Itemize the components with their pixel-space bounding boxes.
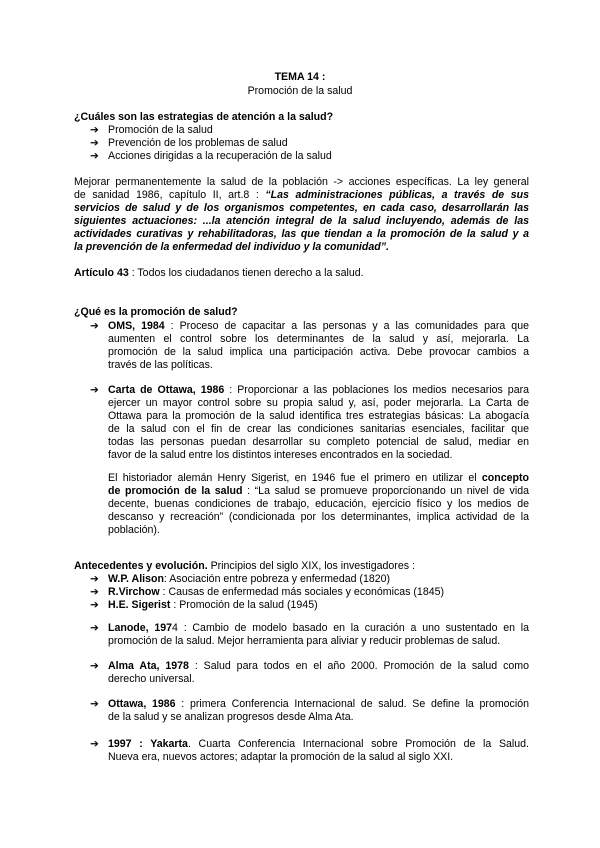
arrow-icon: ➔: [90, 573, 99, 585]
paragraph-line: Mejorar permanentemente la salud de la población -> acciones específicas. La ley general: [74, 176, 529, 188]
list-item: [108, 573, 529, 587]
ottawa-line: Ottawa para la promoción de la salud identifica tres estrategias básicas: La abogacía: [108, 410, 529, 422]
oms-text: : Proceso de capacitar a las personas y a las comunidades para que: [164, 320, 529, 332]
article-label: Artículo 43: [74, 267, 129, 279]
section-heading-strategies: ¿Cuáles son las estrategias de atención a la salud?: [74, 111, 334, 123]
ottawa-line: todas las personas puedan desarrollar su completo potencial de salud, mediar en: [108, 436, 529, 448]
oms-line: promoción de la salud implica una participación activa. Debe provocar cambios a: [108, 346, 529, 358]
arrow-icon: ➔: [90, 384, 99, 396]
history-intro: Principios del siglo XIX, los investigadores :: [207, 560, 415, 572]
sigerist-line: descanso y recreación” (condicionada por los determinantes, implica actividad de la: [108, 511, 529, 523]
page-title: TEMA 14 :: [274, 71, 326, 83]
almaata-label: Alma Ata, 1978: [108, 660, 189, 672]
investigator-name: H.E. Sigerist: [108, 599, 171, 611]
quote-line: actividades curativas y rehabilitadoras, las que tiendan a la promoción de la salud y a: [74, 228, 529, 240]
lanode-label-end: 4: [172, 622, 178, 634]
list-item: Acciones dirigidas a la recuperación de la salud: [108, 150, 332, 162]
lanode-line: promoción de la salud. Mejor herramienta para aliviar y reducir problemas de salud.: [108, 635, 501, 647]
page-subtitle: Promoción de la salud: [247, 85, 353, 97]
investigator-text: : Causas de enfermedad más sociales y económicas (1845): [159, 586, 445, 598]
quote-text: “Las administraciones públicas, a través de sus: [265, 189, 529, 201]
almaata-line: derecho universal.: [108, 673, 195, 685]
almaata-text: : Salud para todos en el año 2000. Promoción de la salud como: [188, 660, 530, 672]
arrow-icon: ➔: [90, 124, 99, 136]
quote-line: siguientes actuaciones: ...la atención integral de la salud incluyendo, además de las: [74, 215, 529, 227]
list-item: Promoción de la salud: [108, 124, 213, 136]
ottawa-text: : Proporcionar a las poblaciones los medios necesarios para: [224, 384, 530, 396]
oms-line: [108, 320, 529, 334]
almaata-line: [108, 660, 529, 674]
sigerist-text: El historiador alemán Henry Sigerist, en 1946 fue el primero en utilizar el: [108, 472, 482, 484]
arrow-icon: ➔: [90, 586, 99, 598]
investigator-name: W.P. Alison: [108, 573, 164, 585]
arrow-icon: ➔: [90, 738, 99, 750]
list-item: Prevención de los problemas de salud: [108, 137, 288, 149]
yakarta-line: Nueva era, nuevos actores; adaptar la promoción de la salud al siglo XXI.: [108, 751, 454, 763]
lanode-label: Lanode, 197: [108, 622, 173, 634]
sigerist-line: decente, buenas condiciones de trabajo, educación, ejercicio físico y los medios de: [108, 498, 529, 510]
oms-label: OMS, 1984: [108, 320, 165, 332]
sigerist-concept: de promoción de la salud: [108, 485, 243, 497]
arrow-icon: ➔: [90, 599, 99, 611]
investigator-text: : Asociación entre pobreza y enfermedad (1820): [163, 573, 391, 585]
ottawa86-line: [108, 698, 529, 712]
sigerist-line: población).: [108, 524, 160, 536]
article-text: : Todos los ciudadanos tienen derecho a la salud.: [128, 267, 364, 279]
sigerist-line: [108, 485, 529, 499]
ottawa86-line: de la salud y se analizan progresos desde Alma Ata.: [108, 711, 354, 723]
ottawa-line: de la salud con el fin de crear las condiciones sanitarias esenciales, facilitar que: [108, 423, 529, 435]
lanode-line: [108, 622, 529, 636]
ottawa86-text: : primera Conferencia Internacional de salud. Se define la promoción: [175, 698, 529, 710]
arrow-icon: ➔: [90, 150, 99, 162]
investigator-name: R.Virchow: [108, 586, 160, 598]
history-heading: Antecedentes y evolución.: [74, 560, 208, 572]
section-heading-promotion: ¿Qué es la promoción de salud?: [74, 306, 238, 318]
oms-line: través de las políticas.: [108, 359, 213, 371]
section-heading-history: [74, 560, 529, 574]
yakarta-line: [108, 738, 529, 752]
ottawa-line: [108, 384, 529, 398]
ottawa-line: favor de la salud entre los distintos intereses encontrados en la sociedad.: [108, 449, 453, 461]
quote-line: la prevención de la enfermedad del individuo y la comunidad”.: [74, 241, 389, 253]
yakarta-label: 1997 : Yakarta: [108, 738, 188, 750]
lanode-text: : Cambio de modelo basado en la curación a uno sustentado en la: [177, 622, 529, 634]
sigerist-concept: concepto: [481, 472, 529, 484]
arrow-icon: ➔: [90, 660, 99, 672]
sigerist-line: [108, 472, 529, 486]
ottawa86-label: Ottawa, 1986: [108, 698, 176, 710]
arrow-icon: ➔: [90, 622, 99, 634]
yakarta-text: . Cuarta Conferencia Internacional sobre Promoción de la Salud.: [187, 738, 529, 750]
list-item: [108, 599, 529, 613]
arrow-icon: ➔: [90, 320, 99, 332]
ottawa-line: ejercer un mayor control sobre su propia salud y, así, poder mejorarla. La Carta de: [108, 397, 529, 409]
arrow-icon: ➔: [90, 137, 99, 149]
paragraph-line: [74, 189, 529, 203]
ottawa-label: Carta de Ottawa, 1986: [108, 384, 225, 396]
paragraph-text: de sanidad 1986, capítulo II, art.8 :: [74, 189, 266, 201]
arrow-icon: ➔: [90, 698, 99, 710]
list-item: [108, 586, 529, 600]
quote-line: servicios de salud y de los organismos competentes, en cada caso, desarrollarán las: [74, 202, 529, 214]
article-43: [74, 267, 529, 281]
sigerist-text: : “La salud se promueve proporcionando un nivel de vida: [242, 485, 529, 497]
investigator-text: : Promoción de la salud (1945): [170, 599, 318, 611]
oms-line: aumenten el control sobre los determinantes de la salud y así, mejorarla. La: [108, 333, 529, 345]
